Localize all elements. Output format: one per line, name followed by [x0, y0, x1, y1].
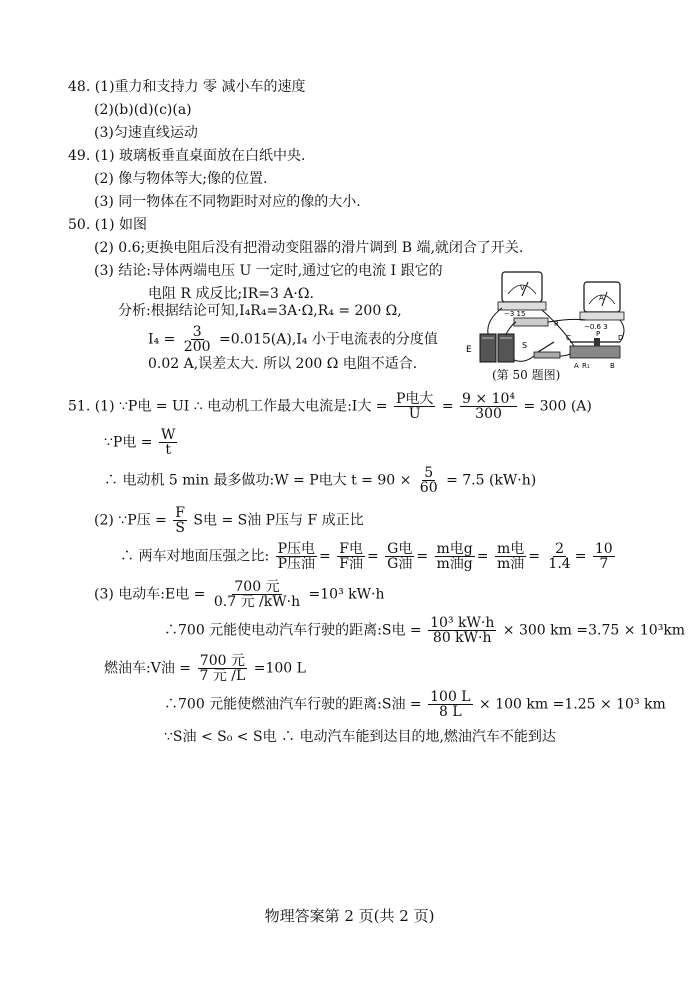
svg-text:A: A — [599, 294, 604, 302]
svg-text:V: V — [520, 284, 525, 292]
svg-text:E: E — [466, 345, 472, 355]
q48-line1: 48. (1)重力和支持力 零 减小车的速度 — [68, 79, 306, 95]
fraction: $\frac{\text{700 元}}{\text{0.7 元 /kW·h}}$ — [213, 579, 301, 610]
q51-line1: 51. (1) ∵P电 = UI ∴ 电动机工作最大电流是:I大 = $\frac{\text{P电大}}{U}$ = $\frac{\text{9 × 10⁴}}{300}$ = 300 (A) — [68, 391, 592, 422]
q49-line2: (2) 像与物体等大;像的位置. — [94, 171, 268, 187]
fraction: $\frac{\text{9 × 10⁴}}{300}$ — [462, 391, 516, 422]
svg-text:A: A — [574, 362, 579, 370]
q51-line4: (2) ∵P压 = $\frac{F}{S}$ S电 = S油 P压与 F 成正比 — [94, 505, 364, 536]
svg-text:P: P — [596, 330, 601, 338]
figure-caption: (第 50 题图) — [492, 368, 561, 382]
q51-line2: ∵P电 = $\frac{W}{t}$ — [104, 427, 176, 458]
q50-line1: 50. (1) 如图 — [68, 217, 147, 233]
ammeter-icon — [580, 282, 624, 331]
q51-line5: ∴ 两车对地面压强之比: $\frac{\text{P压电}}{\text{P压油}}$ = $\frac{\text{F电}}{\text{F油}}$ = $\frac{\text{G电}}{\text{G油}}$ = $\frac{\text{m电g}}{\text{m油g}}$ = $\frac{\text{m电}}{\text{m油}}$ = $\frac{2}{1.4}$ = $\frac{10}{7}$ — [120, 541, 613, 572]
q50-line7: 0.02 A,误差太大. 所以 200 Ω 电阻不适合. — [148, 356, 418, 372]
fraction: $\frac{\text{P电大}}{U}$ — [395, 391, 434, 422]
q49-line3: (3) 同一物体在不同物距时对应的像的大小. — [94, 194, 361, 210]
svg-text:S: S — [522, 341, 528, 350]
fraction: $\frac{F}{S}$ — [175, 505, 185, 536]
q50-line5: 分析:根据结论可知,I₄R₄=3A·Ω,R₄ = 200 Ω, — [118, 303, 402, 319]
fraction: $\frac{3}{200}$ — [183, 324, 211, 355]
voltmeter-icon — [498, 272, 546, 318]
q50-line6: I₄ = $\frac{3}{200}$ =0.015(A),I₄ 小于电流表的分度值 — [148, 324, 438, 355]
svg-text:−0.6 3: −0.6 3 — [584, 323, 608, 331]
switch-icon — [534, 342, 560, 358]
fraction: $\frac{\text{700 元}}{\text{7 元 /L}}$ — [199, 653, 246, 684]
q50-line4: 电阻 R 成反比;IR=3 A·Ω. — [148, 286, 314, 302]
q51-line9: ∴700 元能使燃油汽车行驶的距离:S油 = $\frac{100 L}{8 L}$ × 100 km =1.25 × 10³ km — [164, 689, 666, 720]
battery-icon — [480, 334, 514, 362]
svg-text:R: R — [554, 320, 559, 328]
fraction: $\frac{\text{G电}}{\text{G油}}$ — [387, 541, 413, 572]
resistor-icon — [514, 318, 548, 326]
q51-line8: 燃油车:V油 = $\frac{\text{700 元}}{\text{7 元 /L}}$ =100 L — [104, 653, 306, 684]
q50-line3: (3) 结论:导体两端电压 U 一定时,通过它的电流 I 跟它的 — [94, 263, 443, 279]
svg-text:D: D — [618, 334, 624, 342]
q51-line10: ∵S油 < S₀ < S电 ∴ 电动汽车能到达目的地,燃油汽车不能到达 — [164, 729, 556, 745]
q49-line1: 49. (1) 玻璃板垂直桌面放在白纸中央. — [68, 148, 306, 164]
fraction: $\frac{\text{m电g}}{\text{m油g}}$ — [436, 541, 473, 572]
q48-line3: (3)匀速直线运动 — [94, 125, 198, 141]
svg-text:B: B — [610, 362, 615, 370]
fraction: $\frac{10}{7}$ — [594, 541, 613, 572]
fraction: $\frac{100 L}{8 L}$ — [430, 689, 471, 720]
fraction: $\frac{\text{P压电}}{\text{P压油}}$ — [277, 541, 316, 572]
q51-line7: ∴700 元能使电动汽车行驶的距离:S电 = $\frac{\text{10³ kW·h}}{80 kW\cdot h}$ × 300 km =3.75 × 10³km — [164, 615, 686, 646]
rheostat-icon — [570, 338, 620, 358]
q51-line3: ∴ 电动机 5 min 最多做功:W = P电大 t = 90 × $\frac{5}{60}$ = 7.5 (kW·h) — [104, 465, 537, 496]
q50-line2: (2) 0.6;更换电阻后没有把滑动变阻器的滑片调到 B 端,就闭合了开关. — [94, 240, 524, 256]
fraction: $\frac{\text{m电}}{\text{m油}}$ — [496, 541, 525, 572]
fraction: $\frac{W}{t}$ — [160, 427, 176, 458]
svg-text:R₁: R₁ — [582, 362, 590, 370]
fraction: $\frac{\text{10³ kW·h}}{80 kW\cdot h}$ — [430, 615, 495, 646]
q51-line6: (3) 电动车:E电 = $\frac{\text{700 元}}{\text{0.7 元 /kW·h}}$ =10³ kW·h — [94, 579, 385, 610]
fraction: $\frac{\text{F电}}{\text{F油}}$ — [339, 541, 363, 572]
svg-text:C: C — [566, 334, 571, 342]
fraction: $\frac{2}{1.4}$ — [548, 541, 571, 572]
svg-text:−3 15: −3 15 — [504, 310, 526, 318]
fraction: $\frac{5}{60}$ — [419, 465, 438, 496]
page-footer: 物理答案第 2 页(共 2 页) — [264, 907, 435, 925]
q48-line2: (2)(b)(d)(c)(a) — [94, 102, 192, 118]
